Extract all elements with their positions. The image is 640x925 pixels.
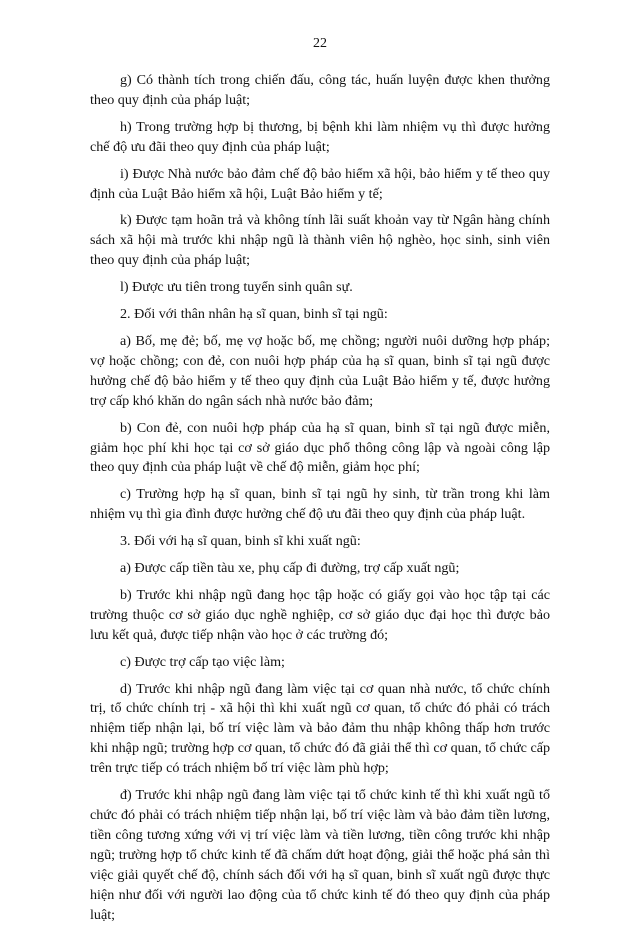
paragraph-i: i) Được Nhà nước bảo đảm chế độ bảo hiểm xã hội, bảo hiểm y tế theo quy định của Luật Bảo hiểm xã hội, Luật Bảo hiểm y tế; <box>90 165 550 202</box>
page-number: 22 <box>313 36 327 51</box>
document-body <box>90 71 550 925</box>
paragraph-g: g) Có thành tích trong chiến đấu, công tác, huấn luyện được khen thưởng theo quy định của pháp luật; <box>90 72 550 108</box>
section-2-heading: 2. Đối với thân nhân hạ sĩ quan, binh sĩ tại ngũ: <box>120 306 388 323</box>
paragraph-2b: b) Con đẻ, con nuôi hợp pháp của hạ sĩ quan, binh sĩ tại ngũ được miễn, giảm học phí khi học tại cơ sở giáo dục phổ thông công lập và ngoài công lập theo quy định của pháp luật về chế độ miễn, giảm học phí; <box>90 419 550 476</box>
paragraph-3a: a) Được cấp tiền tàu xe, phụ cấp đi đường, trợ cấp xuất ngũ; <box>120 560 460 577</box>
paragraph-2c: c) Trường hợp hạ sĩ quan, binh sĩ tại ngũ hy sinh, từ trần trong khi làm nhiệm vụ thì gia đình được hưởng chế độ ưu đãi theo quy định của pháp luật. <box>90 486 550 523</box>
paragraph-3dd: đ) Trước khi nhập ngũ đang làm việc tại tổ chức kinh tế thì khi xuất ngũ tổ chức đó phải có trách nhiệm tiếp nhận lại, bố trí việc làm và bảo đảm tiền lương, tiền công tương xứng với vị trí việc làm và tiền lương, tiền công trước khi nhập ngũ; trường hợp tổ chức kinh tế đã chấm dứt hoạt động, giải thể hoặc phá sản thì việc giải quyết chế độ, chính sách đối với hạ sĩ quan, binh sĩ xuất ngũ được thực hiện như đối với người lao động của tổ chức kinh tế đó theo quy định của pháp luật; <box>90 787 550 923</box>
paragraph-2a: a) Bố, mẹ đẻ; bố, mẹ vợ hoặc bố, mẹ chồng; người nuôi dưỡng hợp pháp; vợ hoặc chồng; con đẻ, con nuôi hợp pháp của hạ sĩ quan, binh sĩ tại ngũ được hưởng chế độ bảo hiểm y tế theo quy định của Luật Bảo hiểm y tế, được hưởng trợ cấp khó khăn do ngân sách nhà nước bảo đảm; <box>90 332 550 409</box>
paragraph-l: l) Được ưu tiên trong tuyển sinh quân sự. <box>120 279 353 296</box>
paragraph-h: h) Trong trường hợp bị thương, bị bệnh khi làm nhiệm vụ thì được hưởng chế độ ưu đãi theo quy định của pháp luật; <box>90 118 550 155</box>
paragraph-3d: d) Trước khi nhập ngũ đang làm việc tại cơ quan nhà nước, tổ chức chính trị, tổ chức chính trị - xã hội thì khi xuất ngũ cơ quan, tổ chức đó phải có trách nhiệm tiếp nhận lại, bố trí việc làm và bảo đảm thu nhập không thấp hơn trước khi nhập ngũ; trường hợp cơ quan, tổ chức đó đã giải thể thì cơ quan, tổ chức cấp trên trực tiếp có trách nhiệm bố trí việc làm phù hợp; <box>90 680 550 777</box>
paragraph-3b: b) Trước khi nhập ngũ đang học tập hoặc có giấy gọi vào học tập tại các trường thuộc cơ sở giáo dục nghề nghiệp, cơ sở giáo dục đại học thì được bảo lưu kết quả, được tiếp nhận vào học ở các trường đó; <box>90 586 550 643</box>
section-3-heading: 3. Đối với hạ sĩ quan, binh sĩ khi xuất ngũ: <box>120 533 361 550</box>
paragraph-k: k) Được tạm hoãn trả và không tính lãi suất khoản vay từ Ngân hàng chính sách xã hội mà trước khi nhập ngũ là thành viên hộ nghèo, học sinh, sinh viên theo quy định của pháp luật; <box>90 212 550 269</box>
paragraph-3c: c) Được trợ cấp tạo việc làm; <box>120 653 285 670</box>
